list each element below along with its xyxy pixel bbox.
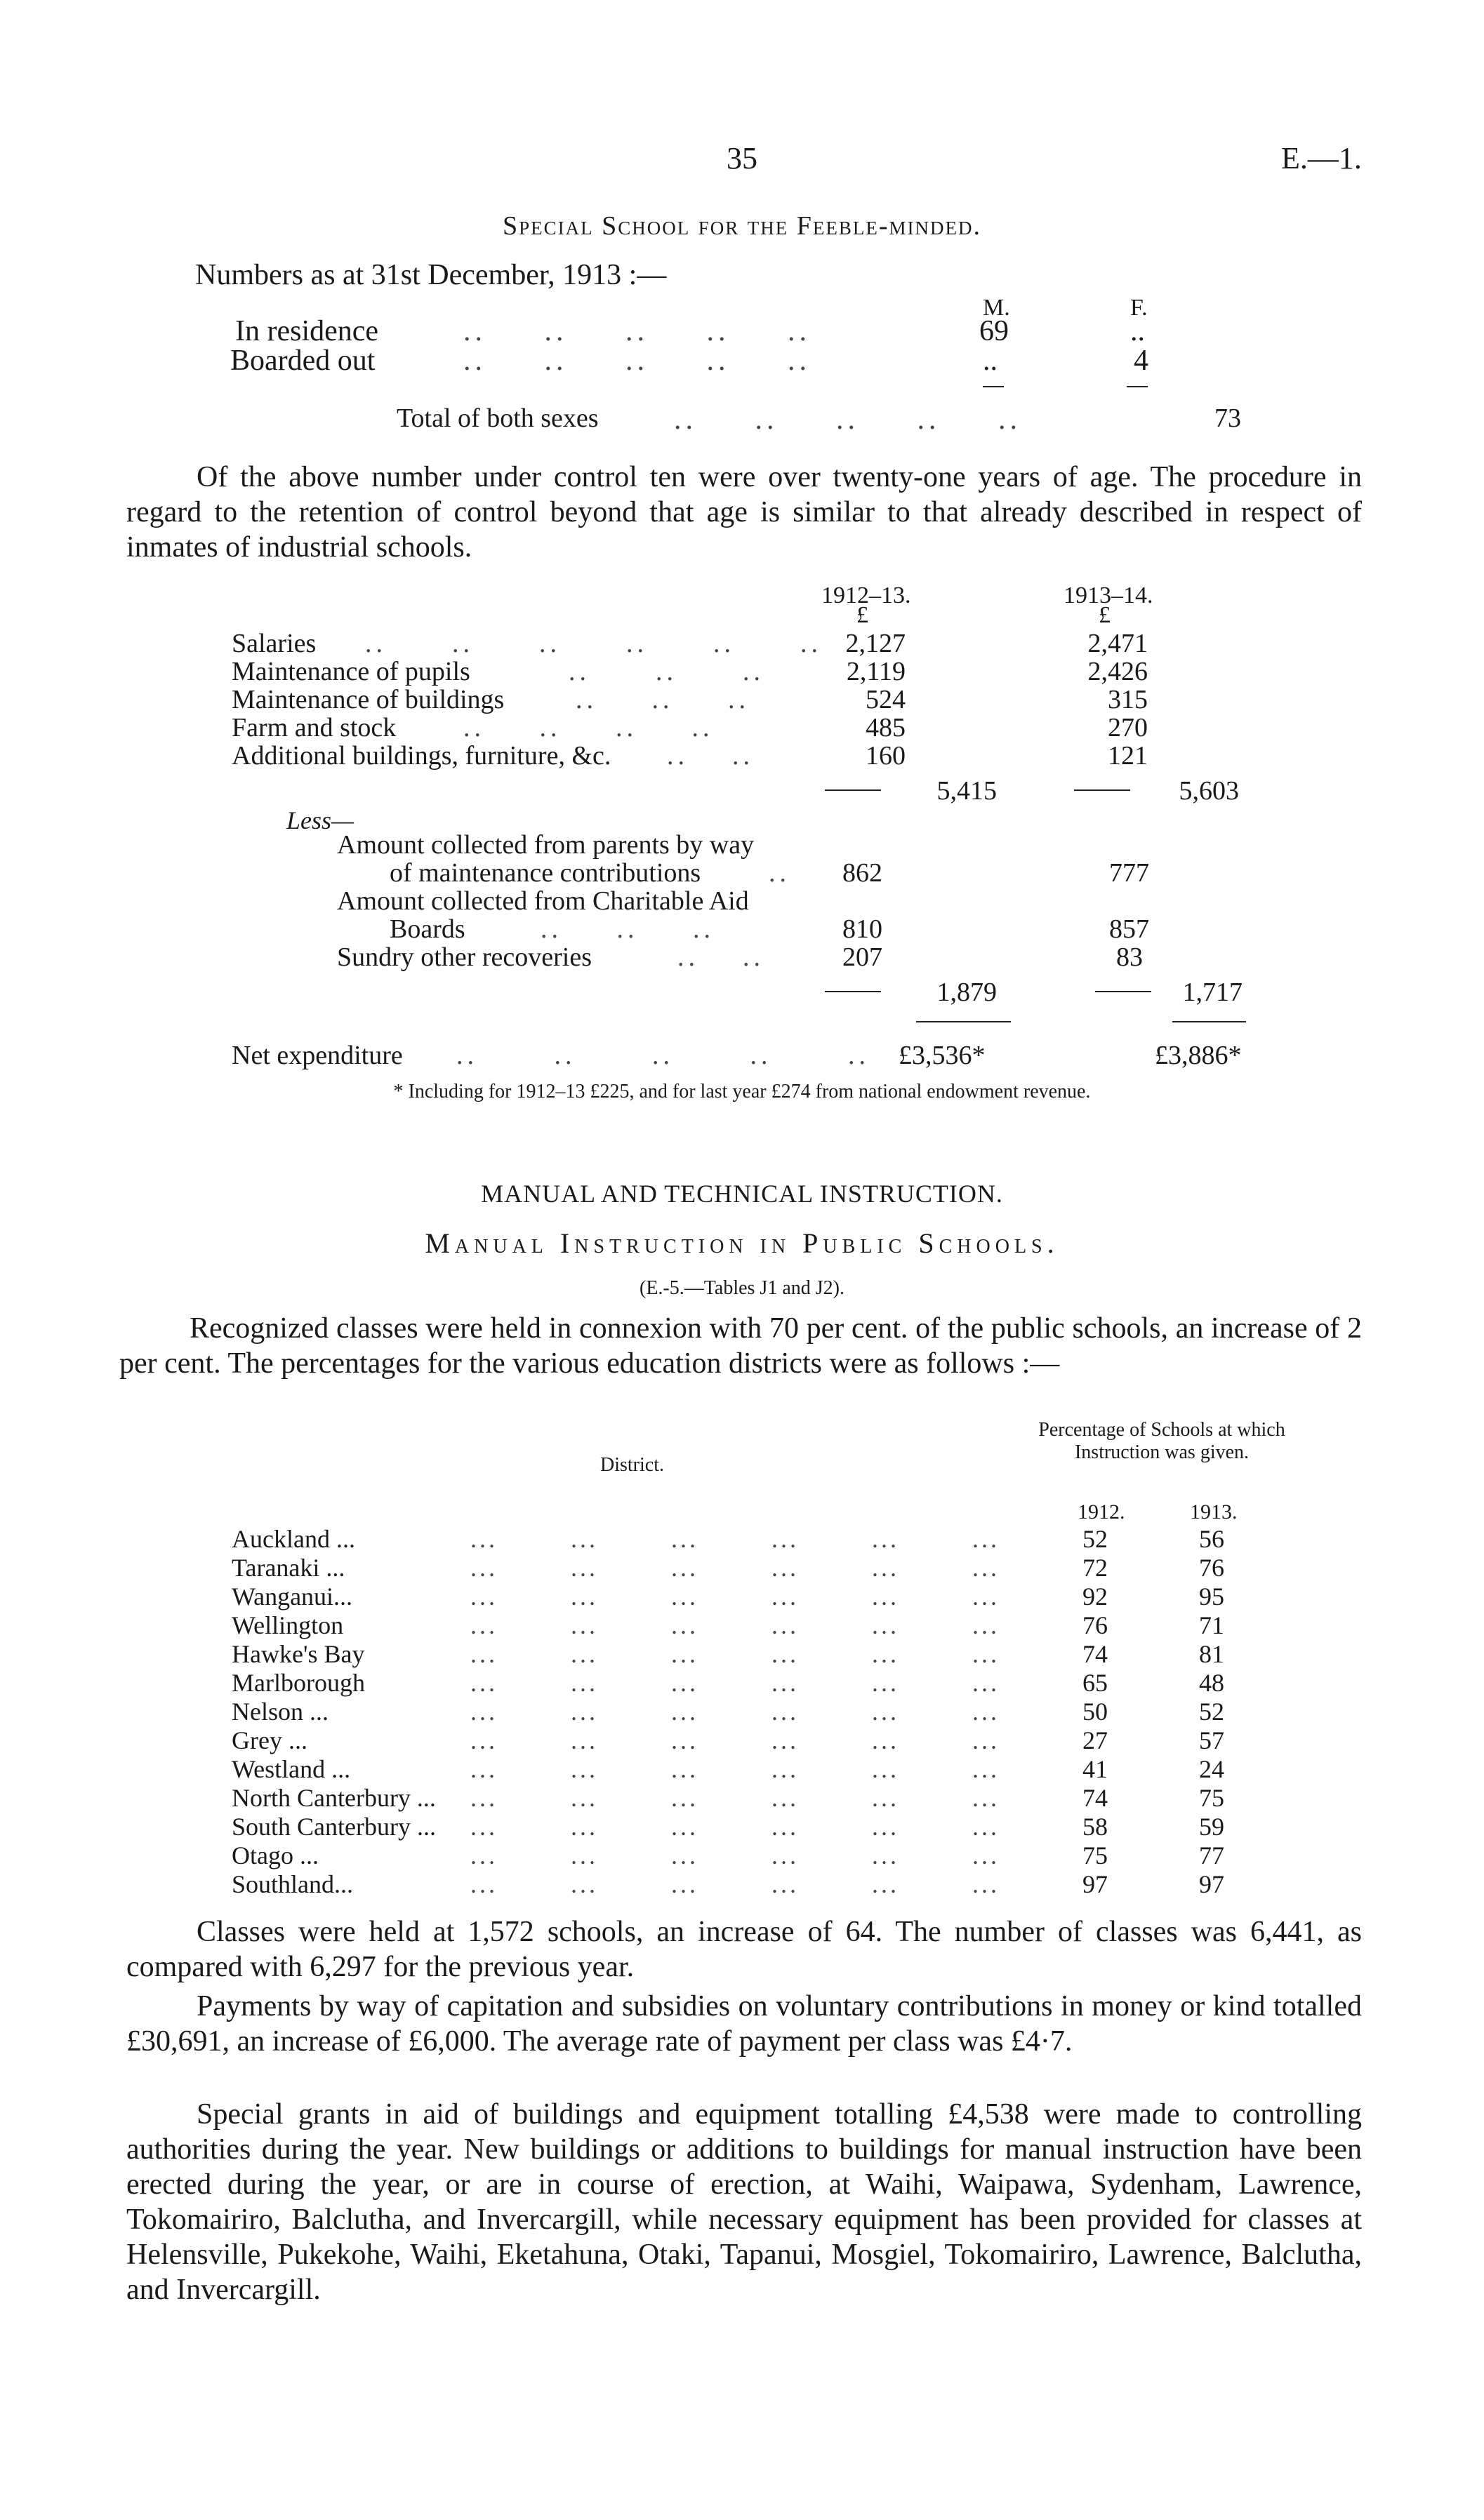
classes-paragraph: Classes were held at 1,572 schools, an increase of 64. The number of classes was 6,441, as compared with 6,297 for the previous year. bbox=[126, 1916, 1362, 1983]
less-dash-1912 bbox=[825, 991, 881, 992]
less-sundry-label: Sundry other recoveries bbox=[337, 942, 592, 972]
boarded-out-m: .. bbox=[983, 345, 998, 377]
exp-1913-farm: 270 bbox=[1108, 713, 1148, 742]
col-header-percentage: Percentage of Schools at which Instruction was given. bbox=[1038, 1419, 1285, 1463]
district-1912-value: 65 bbox=[1082, 1669, 1108, 1697]
dash-f bbox=[1127, 386, 1148, 387]
manual-intro-paragraph: Recognized classes were held in connexion with 70 per cent. of the public schools, an increase of 2 per cent. The percentages for the various education districts were as follows :— bbox=[119, 1312, 1362, 1380]
district-name: Otago ... bbox=[232, 1841, 319, 1869]
exp-subtotal-1913: 5,603 bbox=[1179, 776, 1239, 806]
district-table bbox=[232, 1524, 1285, 1898]
row-label-in-residence: In residence bbox=[235, 315, 379, 347]
expenditure-footnote: * Including for 1912–13 £225, and for last year £274 from national endowment revenue. bbox=[393, 1081, 1091, 1102]
district-row: Marlborough ... ... ... ... ... ... 65 48 bbox=[232, 1669, 1224, 1697]
net-rule-1913 bbox=[1172, 1021, 1246, 1022]
less-parents-line1: Amount collected from parents by way bbox=[337, 830, 755, 860]
district-1913-value: 77 bbox=[1199, 1841, 1224, 1869]
less-charitable-line2: Boards bbox=[390, 914, 465, 944]
exp-1912-additional: 160 bbox=[866, 741, 906, 771]
total-label: Total of both sexes bbox=[397, 404, 599, 433]
net-rule-1912 bbox=[916, 1021, 1011, 1022]
district-1912-value: 52 bbox=[1082, 1525, 1108, 1553]
subtotal-dash-1912 bbox=[825, 789, 881, 791]
col-header-1912: 1912. bbox=[1078, 1500, 1125, 1524]
exp-currency-1912: £ bbox=[856, 602, 868, 628]
in-residence-m: 69 bbox=[979, 315, 1009, 347]
district-name: Wellington bbox=[232, 1611, 344, 1639]
district-name: Taranaki ... bbox=[232, 1554, 345, 1582]
exp-1912-farm: 485 bbox=[866, 713, 906, 742]
tables-reference: (E.-5.—Tables J1 and J2). bbox=[640, 1277, 844, 1299]
district-name: Southland... bbox=[232, 1870, 354, 1898]
less-parents-1912: 862 bbox=[842, 858, 882, 888]
less-parents-1913: 777 bbox=[1109, 858, 1149, 888]
net-1912: £3,536* bbox=[899, 1041, 986, 1070]
district-row: Southland... ... ... ... ... ... ... 97 97 bbox=[232, 1870, 1224, 1898]
district-row: North Canterbury ... ... ... ... ... ... ... 74 75 bbox=[232, 1784, 1224, 1812]
district-1913-value: 24 bbox=[1199, 1755, 1224, 1783]
less-charitable-1913: 857 bbox=[1109, 914, 1149, 944]
district-1912-value: 76 bbox=[1082, 1611, 1108, 1639]
district-row: Hawke's Bay ... ... ... ... ... ... 74 81 bbox=[232, 1640, 1224, 1668]
exp-row: Maintenance of buildings .. .. .. 524 315 bbox=[232, 685, 1148, 714]
district-name: Wanganui... bbox=[232, 1582, 353, 1611]
section-title-special-school: Special School for the Feeble-minded. bbox=[502, 211, 982, 241]
less-charitable-line1: Amount collected from Charitable Aid bbox=[337, 886, 749, 916]
district-1912-value: 27 bbox=[1082, 1726, 1108, 1754]
exp-label-salaries: Salaries bbox=[232, 629, 317, 658]
exp-1912-salaries: 2,127 bbox=[845, 629, 906, 658]
col-header-m: M. bbox=[983, 295, 1010, 321]
numbers-as-at: Numbers as at 31st December, 1913 :— bbox=[195, 259, 667, 291]
exp-label-additional: Additional buildings, furniture, &c. bbox=[232, 741, 611, 771]
exp-label-buildings: Maintenance of buildings bbox=[232, 685, 505, 714]
exp-1913-pupils: 2,426 bbox=[1087, 657, 1148, 686]
net-label: Net expenditure bbox=[232, 1041, 403, 1070]
less-sundry-1912: 207 bbox=[842, 942, 882, 972]
district-name: South Canterbury ... bbox=[232, 1813, 436, 1841]
col-header-f: F. bbox=[1130, 295, 1148, 321]
district-1912-value: 41 bbox=[1082, 1755, 1108, 1783]
exp-row: Additional buildings, furniture, &c. .. .. 160 121 bbox=[232, 741, 1148, 771]
district-name: Hawke's Bay bbox=[232, 1640, 365, 1668]
district-1912-value: 50 bbox=[1082, 1698, 1108, 1726]
district-1912-value: 75 bbox=[1082, 1841, 1108, 1869]
district-row: Otago ... ... ... ... ... ... ... 75 77 bbox=[232, 1841, 1224, 1869]
row-label-boarded-out: Boarded out bbox=[230, 345, 376, 377]
exp-subtotal-1912: 5,415 bbox=[936, 776, 997, 806]
exp-1912-buildings: 524 bbox=[866, 685, 906, 714]
district-1912-value: 74 bbox=[1082, 1640, 1108, 1668]
district-1913-value: 76 bbox=[1199, 1554, 1224, 1582]
section-subheading-manual-public: Manual Instruction in Public Schools. bbox=[425, 1227, 1059, 1259]
payments-paragraph: Payments by way of capitation and subsidies on voluntary contributions in money or kind totalled £30,691, an increase of £6,000. The average rate of payment per class was £4·7. bbox=[126, 1990, 1362, 2058]
less-label: Less— bbox=[286, 806, 355, 834]
dash-m bbox=[983, 386, 1004, 387]
col-header-district: District. bbox=[600, 1454, 664, 1476]
district-row: Taranaki ... ... ... ... ... ... ... 72 76 bbox=[232, 1554, 1224, 1582]
page-number: 35 bbox=[727, 141, 757, 175]
district-name: Marlborough bbox=[232, 1669, 365, 1697]
exp-row: Farm and stock .. .. .. .. 485 270 bbox=[232, 713, 1148, 742]
exp-1913-buildings: 315 bbox=[1108, 685, 1148, 714]
exp-currency-1913: £ bbox=[1099, 602, 1111, 628]
district-name: Auckland ... bbox=[232, 1525, 355, 1553]
in-residence-f: .. bbox=[1130, 315, 1145, 347]
subtotal-dash-1913 bbox=[1074, 789, 1130, 791]
district-name: Grey ... bbox=[232, 1726, 307, 1754]
boarded-out-f: 4 bbox=[1134, 345, 1148, 377]
district-row: Nelson ... ... ... ... ... ... ... 50 52 bbox=[232, 1698, 1224, 1726]
exp-col-1912: 1912–13. bbox=[821, 582, 911, 608]
section-heading-manual-technical: MANUAL AND TECHNICAL INSTRUCTION. bbox=[481, 1180, 1003, 1208]
exp-row: Maintenance of pupils .. .. .. 2,119 2,426 bbox=[232, 657, 1148, 686]
district-row: Wellington ... ... ... ... ... ... 76 71 bbox=[232, 1611, 1224, 1639]
exp-label-farm: Farm and stock bbox=[232, 713, 397, 742]
district-name: North Canterbury ... bbox=[232, 1784, 436, 1812]
district-1912-value: 74 bbox=[1082, 1784, 1108, 1812]
less-sundry-1913: 83 bbox=[1116, 942, 1143, 972]
district-1913-value: 95 bbox=[1199, 1582, 1224, 1611]
district-1913-value: 57 bbox=[1199, 1726, 1224, 1754]
district-1913-value: 75 bbox=[1199, 1784, 1224, 1812]
district-row: Westland ... ... ... ... ... ... ... 41 24 bbox=[232, 1755, 1224, 1783]
district-name: Westland ... bbox=[232, 1755, 351, 1783]
district-row: Auckland ... ... ... ... ... ... ... 52 56 bbox=[232, 1525, 1224, 1553]
exp-label-pupils: Maintenance of pupils bbox=[232, 657, 470, 686]
district-row: South Canterbury ... ... ... ... ... ... ... 58 59 bbox=[232, 1813, 1224, 1841]
less-total-1913: 1,717 bbox=[1182, 978, 1243, 1007]
less-parents-line2: of maintenance contributions bbox=[390, 858, 701, 888]
district-1913-value: 56 bbox=[1199, 1525, 1224, 1553]
document-reference: E.—1. bbox=[1281, 141, 1362, 175]
exp-1913-salaries: 2,471 bbox=[1087, 629, 1148, 658]
district-row: Wanganui... ... ... ... ... ... ... 92 95 bbox=[232, 1582, 1224, 1611]
exp-col-1913: 1913–14. bbox=[1064, 582, 1153, 608]
control-paragraph: Of the above number under control ten were over twenty-one years of age. The procedure in regard to the retention of control beyond that age is similar to that already described in respect of inmates of industrial schools. bbox=[126, 461, 1362, 564]
less-charitable-1912: 810 bbox=[842, 914, 882, 944]
district-1913-value: 59 bbox=[1199, 1813, 1224, 1841]
district-1913-value: 97 bbox=[1199, 1870, 1224, 1898]
district-1912-value: 58 bbox=[1082, 1813, 1108, 1841]
exp-1913-additional: 121 bbox=[1108, 741, 1148, 771]
district-name: Nelson ... bbox=[232, 1698, 329, 1726]
district-1913-value: 52 bbox=[1199, 1698, 1224, 1726]
exp-1912-pupils: 2,119 bbox=[846, 657, 906, 686]
special-grants-paragraph: Special grants in aid of buildings and equipment totalling £4,538 were made to controlling authorities during the year. New buildings or additions to buildings for manual instruction have been erected during the year, or are in course of erection, at Waihi, Waipawa, Sydenham, Lawrence, Tokomairiro, Balclutha, and Invercargill, while necessary equipment has been provided for classes at Helensville, Pukekohe, Waihi, Eketahuna, Otaki, Tapanui, Mosgiel, Tokomairiro, Lawrence, Balclutha, and Invercargill. bbox=[126, 2098, 1362, 2306]
district-row: Grey ... ... ... ... ... ... ... 27 57 bbox=[232, 1726, 1224, 1754]
district-1913-value: 71 bbox=[1199, 1611, 1224, 1639]
less-total-1912: 1,879 bbox=[936, 978, 997, 1007]
exp-row: Salaries .. .. .. .. .. .. 2,127 2,471 bbox=[232, 629, 1148, 658]
district-1912-value: 97 bbox=[1082, 1870, 1108, 1898]
net-1913: £3,886* bbox=[1155, 1041, 1242, 1070]
district-1913-value: 48 bbox=[1199, 1669, 1224, 1697]
less-dash-1913 bbox=[1095, 991, 1151, 992]
col-header-1913: 1913. bbox=[1190, 1500, 1238, 1524]
district-1913-value: 81 bbox=[1199, 1640, 1224, 1668]
total-value: 73 bbox=[1214, 404, 1241, 433]
district-1912-value: 72 bbox=[1082, 1554, 1108, 1582]
district-1912-value: 92 bbox=[1082, 1582, 1108, 1611]
